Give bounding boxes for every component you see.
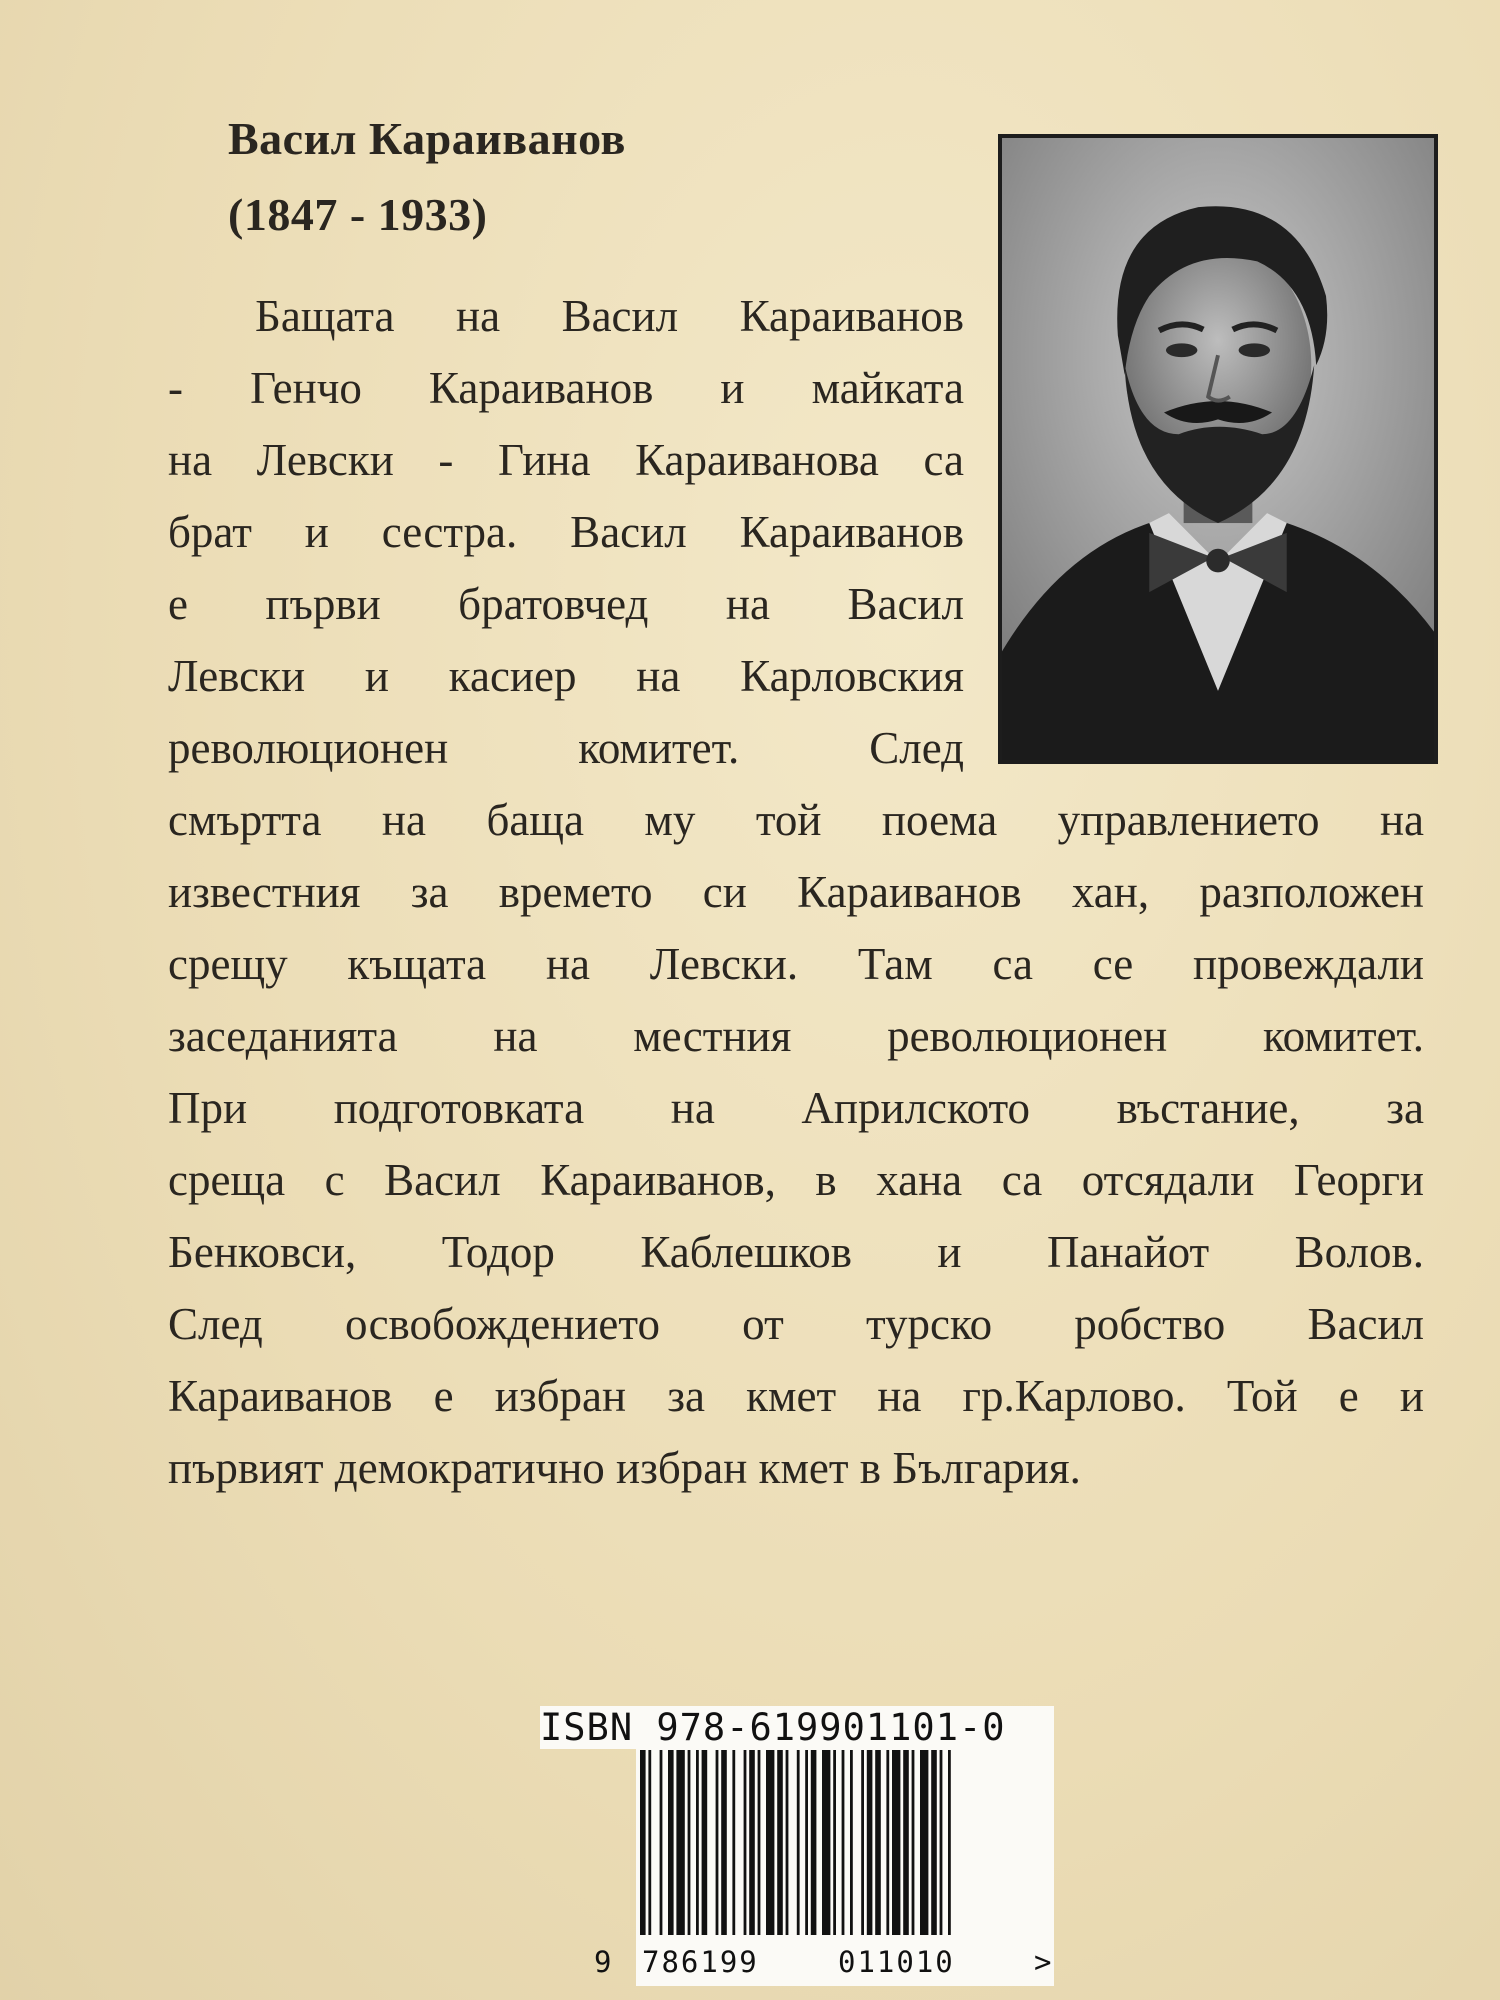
barcode-digits-middle: 786199 xyxy=(642,1945,759,1979)
paragraph-line: революционен комитет. След xyxy=(168,723,964,773)
author-portrait-photo xyxy=(998,134,1438,764)
barcode-digits-last: 011010 xyxy=(838,1945,955,1979)
paragraph-line: При подготовката на Априлското въстание, за xyxy=(168,1083,1424,1133)
barcode-arrow: > xyxy=(1034,1945,1054,1979)
isbn-label: ISBN 978-619901101-0 xyxy=(540,1706,1040,1749)
author-name: Васил Караиванов xyxy=(228,113,626,164)
paragraph-line: - Генчо Караиванов и майката xyxy=(168,363,964,413)
paragraph-line: Караиванов е избран за кмет на гр.Карлово. Той е и xyxy=(168,1371,1424,1421)
paragraph-line: брат и сестра. Васил Караиванов xyxy=(168,507,964,557)
paragraph-line: Бенковси, Тодор Каблешков и Панайот Волов. xyxy=(168,1227,1424,1277)
paragraph-line: срещу къщата на Левски. Там са се провеждали xyxy=(168,939,1424,989)
paragraph-line: на Левски - Гина Караиванова са xyxy=(168,435,964,485)
isbn-barcode xyxy=(636,1750,1054,1935)
paragraph-line: заседанията на местния революционен комитет. xyxy=(168,1011,1424,1061)
paragraph-line: среща с Васил Караиванов, в хана са отсядали Георги xyxy=(168,1155,1424,1205)
paragraph-line: първият демократично избран кмет в България. xyxy=(168,1443,1081,1493)
paragraph-line: е първи братовчед на Васил xyxy=(168,579,964,629)
paragraph-line: смъртта на баща му той поема управлението на xyxy=(168,795,1424,845)
paragraph-line: След освобождението от турско робство Васил xyxy=(168,1299,1424,1349)
barcode-bars xyxy=(636,1750,1054,1935)
author-years: (1847 - 1933) xyxy=(228,189,488,240)
barcode-digits xyxy=(594,1945,1074,1979)
paragraph-line: известния за времето си Караиванов хан, разположен xyxy=(168,867,1424,917)
barcode-digit-first: 9 xyxy=(594,1945,614,1979)
paragraph-line: Левски и касиер на Карловския xyxy=(168,651,964,701)
paragraph-line: Бащата на Васил Караиванов xyxy=(255,291,964,341)
portrait-image xyxy=(1002,138,1434,760)
